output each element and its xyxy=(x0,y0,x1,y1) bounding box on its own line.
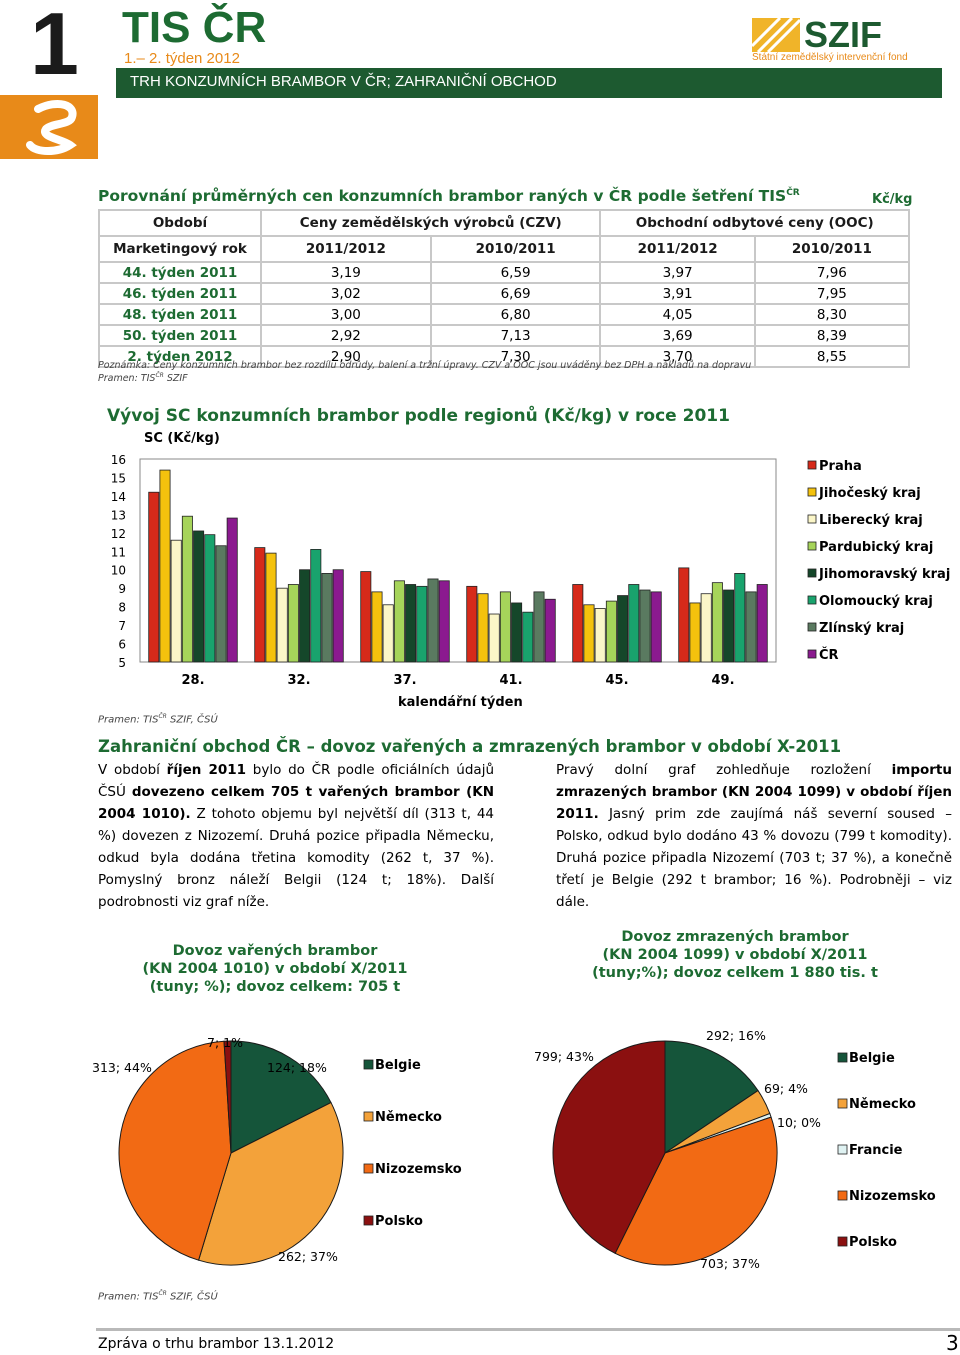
price-cell: 3,70 xyxy=(600,346,754,367)
szif-logo-text: SZIF xyxy=(804,14,882,55)
pie-chart-source xyxy=(98,1290,218,1302)
legend-label: Zlínský kraj xyxy=(819,621,905,636)
legend-swatch xyxy=(838,1053,847,1062)
row-period: 50. týden 2011 xyxy=(99,325,261,346)
table-header-row xyxy=(99,210,909,236)
price-cell: 4,05 xyxy=(600,304,754,325)
bar xyxy=(757,584,767,662)
header-marketing-year: Marketingový rok xyxy=(99,236,261,262)
bar xyxy=(701,594,711,662)
header-period: Období xyxy=(99,210,261,236)
bar xyxy=(216,546,226,662)
price-cell: 7,13 xyxy=(431,325,601,346)
header-subtitle: TRH KONZUMNÍCH BRAMBOR V ČR; ZAHRANIČNÍ OBCHOD xyxy=(130,73,557,90)
row-period: 48. týden 2011 xyxy=(99,304,261,325)
footer-text: Zpráva o trhu brambor 13.1.2012 xyxy=(98,1336,335,1352)
legend-label: Praha xyxy=(819,459,862,474)
source-text: SZIF xyxy=(163,373,188,385)
source-text: SZIF, ČSÚ xyxy=(166,1291,218,1303)
pie1-title xyxy=(100,942,450,996)
bar xyxy=(383,605,393,662)
price-cell: 3,19 xyxy=(261,262,431,283)
y-tick-label: 10 xyxy=(110,563,126,578)
bar xyxy=(194,531,204,662)
y-tick-label: 15 xyxy=(110,471,126,486)
table-row xyxy=(99,262,909,283)
legend-label: Pardubický kraj xyxy=(819,540,934,555)
price-cell: 3,97 xyxy=(600,262,754,283)
y-tick-label: 9 xyxy=(118,582,126,597)
header-ooc: Obchodní odbytové ceny (OOC) xyxy=(600,210,909,236)
legend-label: Německo xyxy=(849,1097,916,1112)
bar xyxy=(333,570,343,662)
bar xyxy=(724,590,734,662)
bar xyxy=(311,549,321,662)
legend-swatch xyxy=(364,1112,373,1121)
bar xyxy=(489,614,499,662)
source-sup: ČR xyxy=(155,372,164,379)
y-tick-label: 8 xyxy=(118,600,126,615)
paragraph-segment: dovezeno celkem 705 t vařených brambor (KN 2004 1010). xyxy=(98,784,494,822)
week-label: 1.– 2. týden 2012 xyxy=(124,50,240,67)
header-year: 2011/2012 xyxy=(261,236,431,262)
bar xyxy=(149,492,159,662)
header-year: 2010/2011 xyxy=(431,236,601,262)
price-table xyxy=(98,209,910,368)
legend-swatch xyxy=(838,1099,847,1108)
bar xyxy=(417,586,427,662)
bar xyxy=(735,573,745,662)
price-table-unit: Kč/kg xyxy=(872,192,913,207)
price-table-title-sup: ČR xyxy=(786,187,800,198)
price-table-note: Poznámka: Ceny konzumních brambor bez rozdílu odrůdy, balení a tržní úpravy. CZV a OOC jsou uváděny bez DPH a nákladů na dopravu xyxy=(98,360,752,371)
legend-label: Nizozemsko xyxy=(375,1162,462,1177)
legend-swatch xyxy=(364,1060,373,1069)
y-tick-label: 7 xyxy=(118,619,126,634)
price-cell: 7,30 xyxy=(431,346,601,367)
bar xyxy=(618,596,628,662)
paragraph-segment: říjen 2011 xyxy=(166,762,247,778)
legend-label: Jihočeský kraj xyxy=(819,486,921,501)
legend-label: Liberecký kraj xyxy=(819,513,923,528)
pie-chart-boiled xyxy=(86,1025,506,1285)
header-year: 2010/2011 xyxy=(755,236,909,262)
x-tick-label: 49. xyxy=(711,673,735,688)
bar xyxy=(651,592,661,662)
bar xyxy=(171,540,181,662)
paragraph-segment: Jasný prim zde zaujímá náš severní soused – Polsko, odkud bylo dodáno 43 % dovozu (799 t komodity). Druhá pozice připadla Nizozemí (703 t; 37 %), a konečně třetí je Belgie (292 t brambor; 16 %). Podrobněji – viz dále. xyxy=(556,806,952,910)
bar-chart-ylabel: SC (Kč/kg) xyxy=(144,431,220,446)
pie-data-label: 292; 16% xyxy=(706,1028,766,1043)
bar xyxy=(266,553,276,662)
szif-logo-subtitle: Státní zemědělský intervenční fond xyxy=(752,52,908,63)
bar xyxy=(255,548,265,662)
bar xyxy=(372,592,382,662)
price-cell: 3,91 xyxy=(600,283,754,304)
row-period: 44. týden 2011 xyxy=(99,262,261,283)
price-cell: 8,39 xyxy=(755,325,909,346)
bar xyxy=(288,584,298,662)
legend-label: ČR xyxy=(819,648,839,663)
x-tick-label: 37. xyxy=(393,673,417,688)
pie-data-label: 703; 37% xyxy=(700,1256,760,1271)
bar xyxy=(205,535,215,662)
potato-logo-icon xyxy=(0,95,98,159)
pie-data-label: 799; 43% xyxy=(534,1049,594,1064)
issue-number: 1 xyxy=(30,0,75,93)
row-period: 46. týden 2011 xyxy=(99,283,261,304)
bar xyxy=(573,584,583,662)
bar xyxy=(500,592,510,662)
trade-paragraph-left xyxy=(98,759,494,913)
pie2-title-line: Dovoz zmrazených brambor xyxy=(621,929,849,945)
legend-swatch xyxy=(808,515,816,523)
source-text: Pramen: TIS xyxy=(98,1291,159,1303)
legend-swatch xyxy=(808,461,816,469)
legend-label: Olomoucký kraj xyxy=(819,594,933,609)
szif-logo-mark xyxy=(752,18,800,56)
y-tick-label: 6 xyxy=(118,637,126,652)
legend-label: Francie xyxy=(849,1143,903,1158)
bar xyxy=(690,603,700,662)
report-title: TIS ČR xyxy=(122,3,267,52)
y-tick-label: 13 xyxy=(110,508,126,523)
bar-chart xyxy=(96,425,956,695)
page-number: 3 xyxy=(946,1331,959,1355)
price-cell: 8,55 xyxy=(755,346,909,367)
bar xyxy=(361,572,371,662)
price-table-source xyxy=(98,372,188,384)
x-tick-label: 28. xyxy=(181,673,205,688)
pie1-title-line: (tuny; %); dovoz celkem: 705 t xyxy=(149,979,401,995)
paragraph-segment: Z tohoto objemu byl největší díl (313 t, 44 %) dovezen z Nizozemí. Druhá pozice připadla Německu, odkud byla dodána třetina komodity (262 t, 37 %). Pomyslný bronz náleží Belgii (124 t; 18%). Další podrobnosti viz graf níže. xyxy=(98,806,494,910)
y-tick-label: 16 xyxy=(110,453,126,467)
legend-swatch xyxy=(808,623,816,631)
y-tick-label: 12 xyxy=(110,526,126,541)
legend-swatch xyxy=(808,650,816,658)
bar xyxy=(545,599,555,662)
price-cell: 7,96 xyxy=(755,262,909,283)
pie2-title xyxy=(560,928,910,982)
price-cell: 6,69 xyxy=(431,283,601,304)
row-period: 2. týden 2012 xyxy=(99,346,261,367)
bar xyxy=(523,612,533,662)
pie-data-label: 124; 18% xyxy=(267,1060,327,1075)
legend-label: Nizozemsko xyxy=(849,1189,936,1204)
price-cell: 7,95 xyxy=(755,283,909,304)
pie-data-label: 262; 37% xyxy=(278,1249,338,1264)
legend-swatch xyxy=(838,1191,847,1200)
bar xyxy=(406,584,416,662)
price-table-title-text: Porovnání průměrných cen konzumních brambor raných v ČR podle šetření TIS xyxy=(98,187,787,205)
bar-chart-xlabel: kalendářní týden xyxy=(398,695,523,710)
table-row xyxy=(99,283,909,304)
bar-chart-source xyxy=(98,713,218,725)
legend-label: Belgie xyxy=(375,1058,421,1073)
bar xyxy=(160,470,170,662)
pie-data-label: 10; 0% xyxy=(777,1115,821,1130)
szif-stripes-icon xyxy=(752,18,800,52)
source-text: Pramen: TIS xyxy=(98,373,156,385)
bar xyxy=(182,516,192,662)
header-czv: Ceny zemědělských výrobců (CZV) xyxy=(261,210,600,236)
bar xyxy=(227,518,237,662)
header-year: 2011/2012 xyxy=(600,236,754,262)
footer-divider xyxy=(96,1328,960,1331)
bar xyxy=(277,588,287,662)
bar xyxy=(584,605,594,662)
bar xyxy=(629,584,639,662)
legend-swatch xyxy=(838,1145,847,1154)
bar xyxy=(512,603,522,662)
y-tick-label: 14 xyxy=(110,489,126,504)
source-text: Pramen: TIS xyxy=(98,714,159,726)
price-cell: 8,30 xyxy=(755,304,909,325)
pie1-title-line: Dovoz vařených brambor xyxy=(172,943,378,959)
source-sup: ČR xyxy=(158,1290,167,1297)
paragraph-segment: bylo do ČR podle oficiálních údajů ČSÚ xyxy=(98,762,495,800)
table-row xyxy=(99,325,909,346)
y-tick-label: 11 xyxy=(110,545,126,560)
legend-swatch xyxy=(364,1164,373,1173)
bar xyxy=(467,586,477,662)
x-tick-label: 32. xyxy=(287,673,311,688)
pie-data-label: 69; 4% xyxy=(764,1081,808,1096)
legend-swatch xyxy=(808,596,816,604)
table-header-row xyxy=(99,236,909,262)
bar xyxy=(595,608,605,662)
price-cell: 3,69 xyxy=(600,325,754,346)
legend-label: Jihomoravský kraj xyxy=(819,567,951,582)
bar xyxy=(300,570,310,662)
bar-chart-title: Vývoj SC konzumních brambor podle regionů (Kč/kg) v roce 2011 xyxy=(107,406,730,426)
pie-data-label: 313; 44% xyxy=(92,1060,152,1075)
paragraph-segment: Pravý dolní graf zohledňuje rozložení xyxy=(556,762,892,778)
legend-label: Polsko xyxy=(849,1235,897,1250)
legend-swatch xyxy=(808,542,816,550)
legend-label: Německo xyxy=(375,1110,442,1125)
bar xyxy=(679,568,689,662)
trade-paragraph-right xyxy=(556,759,952,913)
legend-swatch xyxy=(838,1237,847,1246)
bar xyxy=(640,590,650,662)
pie-chart-frozen xyxy=(530,1020,950,1290)
bar xyxy=(712,583,722,662)
paragraph-segment: importu zmrazených brambor (KN 2004 1099) v období říjen 2011. xyxy=(556,762,952,822)
x-tick-label: 45. xyxy=(605,673,629,688)
legend-swatch xyxy=(808,488,816,496)
x-tick-label: 41. xyxy=(499,673,523,688)
bar xyxy=(322,573,332,662)
bar xyxy=(428,579,438,662)
price-cell: 6,59 xyxy=(431,262,601,283)
source-text: SZIF, ČSÚ xyxy=(166,714,218,726)
pie2-title-line: (KN 2004 1099) v období X/2011 xyxy=(602,947,868,963)
y-tick-label: 5 xyxy=(118,656,126,670)
legend-swatch xyxy=(364,1216,373,1225)
potato-logo-block xyxy=(0,95,98,159)
bar xyxy=(478,594,488,662)
price-cell: 2,92 xyxy=(261,325,431,346)
pie1-title-line: (KN 2004 1010) v období X/2011 xyxy=(142,961,408,977)
legend-label: Belgie xyxy=(849,1051,895,1066)
legend-label: Polsko xyxy=(375,1214,423,1229)
price-cell: 3,00 xyxy=(261,304,431,325)
paragraph-segment: V období xyxy=(98,762,167,778)
price-cell: 3,02 xyxy=(261,283,431,304)
bar xyxy=(606,601,616,662)
bar xyxy=(394,581,404,662)
bar xyxy=(746,592,756,662)
legend-swatch xyxy=(808,569,816,577)
bar xyxy=(534,592,544,662)
price-cell: 6,80 xyxy=(431,304,601,325)
price-cell: 2,90 xyxy=(261,346,431,367)
trade-section-title: Zahraniční obchod ČR – dovoz vařených a zmrazených brambor v období X-2011 xyxy=(98,737,842,756)
table-row xyxy=(99,304,909,325)
price-table-title xyxy=(98,187,800,205)
source-sup: ČR xyxy=(158,713,167,720)
pie-data-label: 7; 1% xyxy=(207,1035,243,1050)
bar xyxy=(439,581,449,662)
pie2-title-line: (tuny;%); dovoz celkem 1 880 tis. t xyxy=(592,965,878,981)
